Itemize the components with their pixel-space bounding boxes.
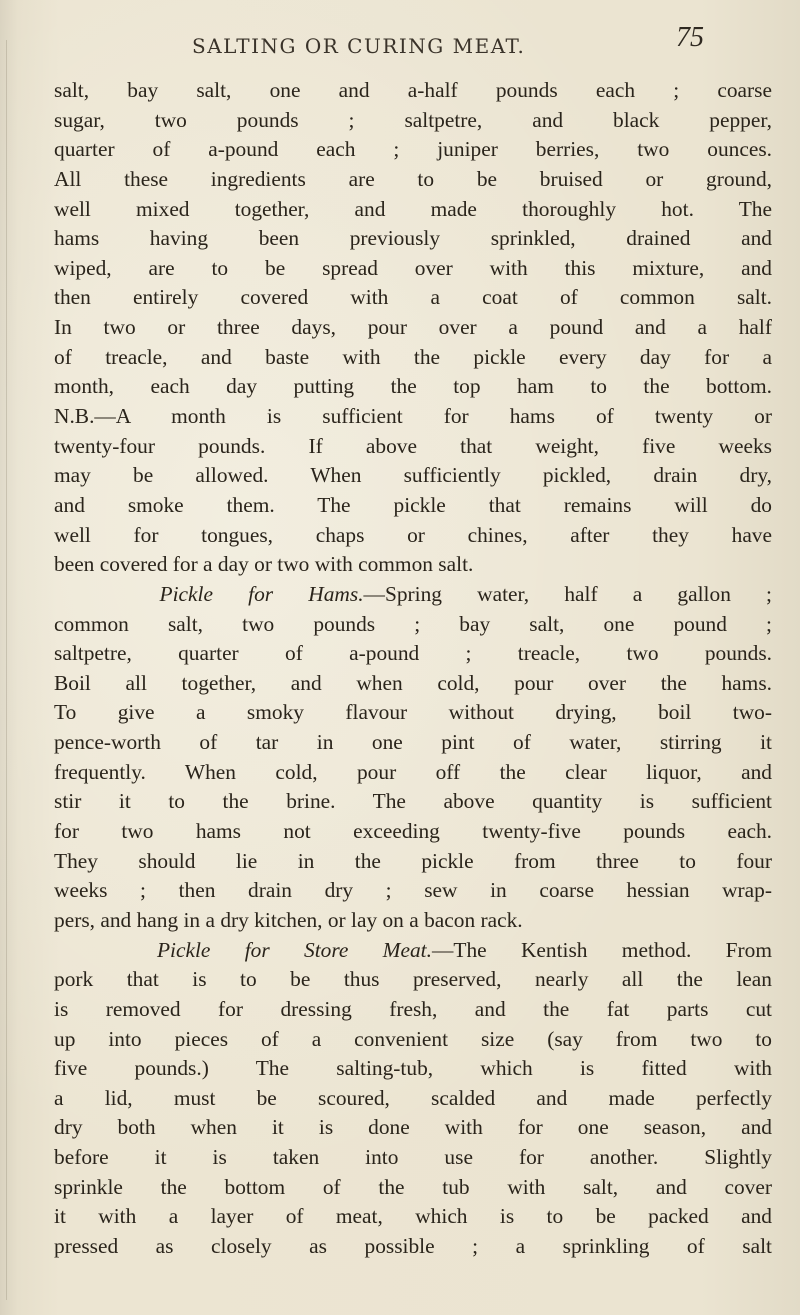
text-line: —The Kentish method. From (431, 937, 772, 962)
text-line: stir it to the brine. The above quantity is sufficient (54, 789, 772, 814)
text-line: wiped, are to be spread over with this mixture, and (54, 255, 772, 280)
text-line: dry both when it is done with for one season, and (54, 1115, 772, 1140)
text-line: frequently. When cold, pour off the clear liquor, and (54, 759, 772, 784)
text-line: before it is taken into use for another. Slightly (54, 1145, 772, 1170)
section-pickle-hams-first-line (54, 580, 772, 610)
text-line: pence-worth of tar in one pint of water, stirring it (54, 730, 772, 755)
text-line: hams having been previously sprinkled, drained and (54, 226, 772, 251)
text-line: for two hams not exceeding twenty-five pounds each. (54, 819, 772, 844)
text-line: weeks ; then drain dry ; sew in coarse hessian wrap- (54, 878, 772, 903)
body-text (54, 76, 772, 1262)
running-head: SALTING OR CURING MEAT. (192, 34, 526, 58)
section-heading-pickle-hams: Pickle for Hams. (159, 581, 364, 606)
text-line: sugar, two pounds ; saltpetre, and black pepper, (54, 107, 772, 132)
text-line: then entirely covered with a coat of common salt. (54, 285, 772, 310)
section-pickle-store-meat-first-line (54, 936, 772, 966)
text-line: All these ingredients are to be bruised or ground, (54, 166, 772, 191)
text-line: Boil all together, and when cold, pour over the hams. (54, 670, 772, 695)
text-line: five pounds.) The salting-tub, which is fitted with (54, 1056, 772, 1081)
text-line: salt, bay salt, one and a-half pounds each ; coarse (54, 78, 772, 102)
text-line: pers, and hang in a dry kitchen, or lay on a bacon rack. (54, 907, 523, 932)
text-line: may be allowed. When sufficiently pickled, drain dry, (54, 463, 772, 488)
text-line: sprinkle the bottom of the tub with salt, and cover (54, 1174, 772, 1199)
text-line: To give a smoky flavour without drying, boil two- (54, 700, 772, 725)
text-line: —Spring water, half a gallon ; (363, 581, 772, 606)
section-heading-pickle-store-meat: Pickle for Store Meat. (156, 937, 432, 962)
text-line: been covered for a day or two with common salt. (54, 552, 474, 577)
text-line: In two or three days, pour over a pound and a half (54, 315, 772, 340)
text-line: and smoke them. The pickle that remains will do (54, 492, 772, 517)
page-number: 75 (676, 22, 704, 53)
text-line: well mixed together, and made thoroughly hot. The (54, 196, 772, 221)
text-line: it with a layer of meat, which is to be packed and (54, 1204, 772, 1229)
text-line: is removed for dressing fresh, and the fat parts cut (54, 996, 772, 1021)
text-line: well for tongues, chaps or chines, after they have (54, 522, 772, 547)
text-line: of treacle, and baste with the pickle every day for a (54, 344, 772, 369)
text-line: twenty-four pounds. If above that weight, five weeks (54, 433, 772, 458)
page-gutter (6, 40, 7, 1300)
text-line: up into pieces of a convenient size (say from two to (54, 1026, 772, 1051)
text-line: a lid, must be scoured, scalded and made perfectly (54, 1085, 772, 1110)
text-line: saltpetre, quarter of a-pound ; treacle, two pounds. (54, 641, 772, 666)
text-line: N.B.—A month is sufficient for hams of twenty or (54, 404, 772, 429)
text-line: pressed as closely as possible ; a sprinkling of salt (54, 1233, 772, 1258)
text-line: pork that is to be thus preserved, nearly all the lean (54, 967, 772, 992)
page-header (0, 22, 800, 62)
text-line: They should lie in the pickle from three to four (54, 848, 772, 873)
text-line: common salt, two pounds ; bay salt, one pound ; (54, 611, 772, 636)
text-line: month, each day putting the top ham to the bottom. (54, 374, 772, 399)
text-line: quarter of a-pound each ; juniper berries, two ounces. (54, 137, 772, 162)
